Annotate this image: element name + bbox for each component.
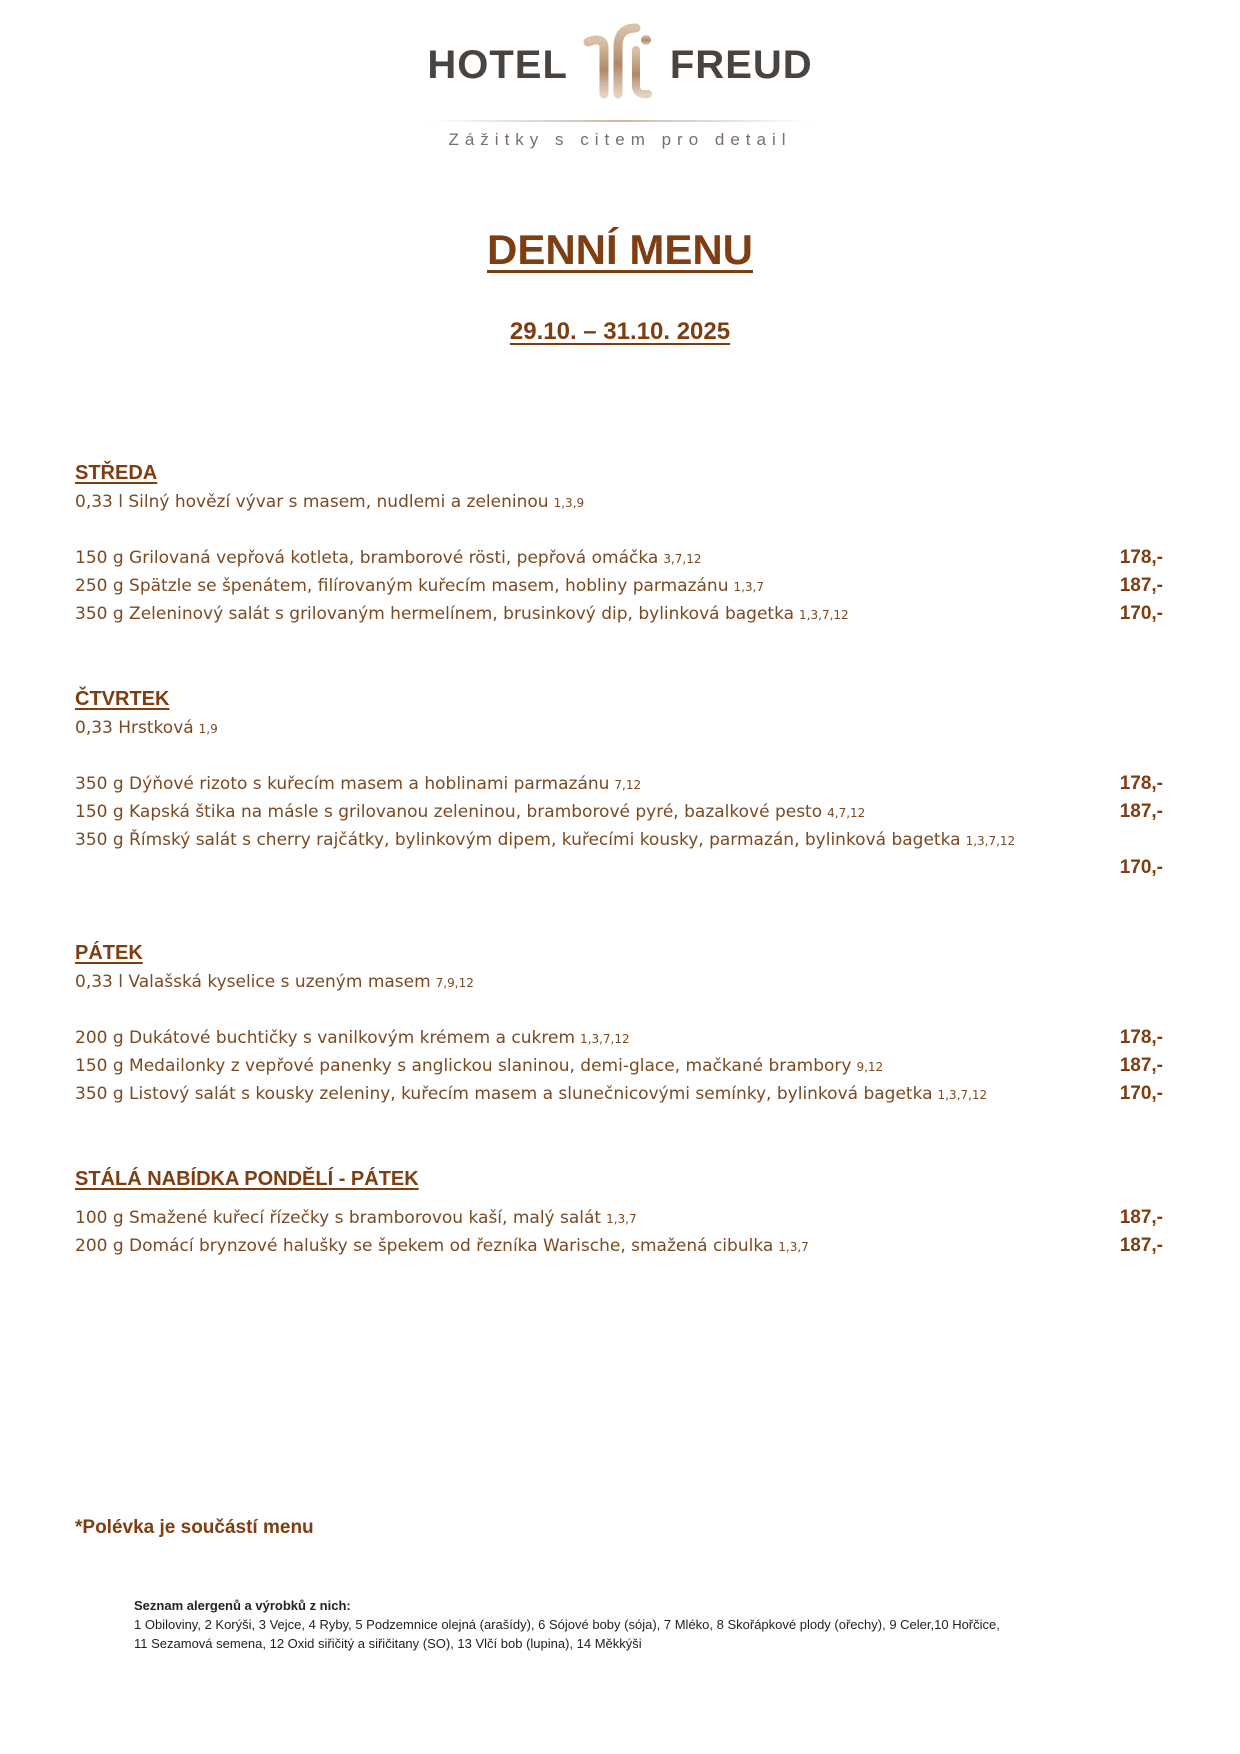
dish-text: 200 g Domácí brynzové halušky se špekem od řezníka Warische, smažená cibulka [75,1236,774,1256]
dish-text: 250 g Spätzle se špenátem, filírovaným kuřecím masem, hobliny parmazánu [75,576,729,596]
brand-left: HOTEL [427,42,568,87]
dish-text: 150 g Medailonky z vepřové panenky s anglickou slaninou, demi-glace, mačkané brambory [75,1056,852,1076]
day-title: ČTVRTEK [75,688,170,710]
day-title: PÁTEK [75,942,143,964]
dish-text: 350 g Zeleninový salát s grilovaným hermelínem, brusinkový dip, bylinková bagetka [75,604,795,624]
dish-row [75,1080,1163,1108]
dish-text: 350 g Listový salát s kousky zeleniny, kuřecím masem a slunečnicovými semínky, bylinková bagetka [75,1084,933,1104]
soup-row [75,488,1163,516]
dish-allergens: 7,12 [614,778,642,792]
dish-allergens: 1,3,7,12 [799,608,849,622]
dish-price: 187,- [1119,1235,1163,1256]
page-title: DENNÍ MENU [486,226,753,273]
dish-price: 170,- [1119,1083,1163,1104]
dish-price: 178,- [1119,1027,1163,1048]
standing-title: STÁLÁ NABÍDKA PONDĚLÍ - PÁTEK [75,1168,419,1190]
dish-row [75,600,1163,628]
dish-allergens: 1,9 [198,722,218,736]
dish-allergens: 1,3,7,12 [580,1032,630,1046]
dish-text: 0,33 Hrstková [75,718,194,738]
menu-dates: 29.10. – 31.10. 2025 [509,318,731,345]
hotel-freud-monogram-icon [574,20,664,110]
day-title: STŘEDA [75,462,158,484]
dish-row [75,1024,1163,1052]
dish-allergens: 1,3,7 [733,580,765,594]
dish-row [75,1204,1163,1232]
day-section-ctvrtek [75,684,1163,882]
dish-row [75,798,1163,826]
dish-row [75,770,1163,798]
dish-price: 178,- [1119,773,1163,794]
dish-allergens: 9,12 [856,1060,884,1074]
hotel-logo [0,20,1240,110]
logo-divider [430,120,810,122]
dish-price: 187,- [1119,575,1163,596]
day-section-patek [75,938,1163,1108]
dish-price: 178,- [1119,547,1163,568]
dish-text: 200 g Dukátové buchtičky s vanilkovým krémem a cukrem [75,1028,575,1048]
brand-right: FREUD [669,42,813,87]
dish-price: 170,- [1119,603,1163,624]
dish-text: 0,33 l Valašská kyselice s uzeným masem [75,972,431,992]
dish-row [75,1232,1163,1260]
allergen-line: 11 Sezamová semena, 12 Oxid siřičitý a siřičitany (SO), 13 Vlčí bob (lupina), 14 Měkkýši [134,1636,642,1651]
dish-allergens: 1,3,7,12 [965,834,1016,848]
dish-allergens: 1,3,7 [606,1212,637,1226]
tagline: Zážitky s citem pro detail [448,130,792,149]
allergen-heading: Seznam alergenů a výrobků z nich: [134,1598,351,1613]
dish-allergens: 4,7,12 [827,806,866,820]
dish-row [75,1052,1163,1080]
dish-allergens: 1,3,7,12 [937,1088,988,1102]
dish-text: 0,33 l Silný hovězí vývar s masem, nudlemi a zeleninou [75,492,549,512]
dish-price: 187,- [1119,1055,1163,1076]
menu-content [75,458,1163,1316]
dish-text: 150 g Kapská štika na másle s grilovanou zeleninou, bramborové pyré, bazalkové pesto [75,802,823,822]
dish-price: 187,- [1119,1207,1163,1228]
soup-footnote: *Polévka je součástí menu [75,1517,314,1538]
hotel-header [0,20,1240,150]
soup-row [75,968,1163,996]
dish-text: 100 g Smažené kuřecí řízečky s bramborovou kaší, malý salát [75,1208,602,1228]
dish-row [75,826,1163,882]
dish-allergens: 7,9,12 [435,976,474,990]
dish-allergens: 3,7,12 [663,552,702,566]
standing-offer-section [75,1164,1163,1260]
soup-row [75,714,1163,742]
dish-price: 170,- [1119,857,1163,878]
dish-allergens: 1,3,7 [778,1240,809,1254]
dish-text: 350 g Římský salát s cherry rajčátky, bylinkovým dipem, kuřecími kousky, parmazán, bylinková bagetka [75,830,961,850]
day-section-streda [75,458,1163,628]
allergen-legend [134,1596,1144,1653]
allergen-line: 1 Obiloviny, 2 Korýši, 3 Vejce, 4 Ryby, 5 Podzemnice olejná (arašídy), 6 Sójové boby (sója), 7 Mléko, 8 Skořápkové plody (ořechy), 9 Celer,10 Hořčice, [134,1617,1000,1632]
dish-price: 187,- [1119,801,1163,822]
dish-row [75,572,1163,600]
dish-text: 350 g Dýňové rizoto s kuřecím masem a hoblinami parmazánu [75,774,610,794]
dish-allergens: 1,3,9 [553,496,585,510]
dish-text: 150 g Grilovaná vepřová kotleta, bramborové rösti, pepřová omáčka [75,548,659,568]
dish-row [75,544,1163,572]
